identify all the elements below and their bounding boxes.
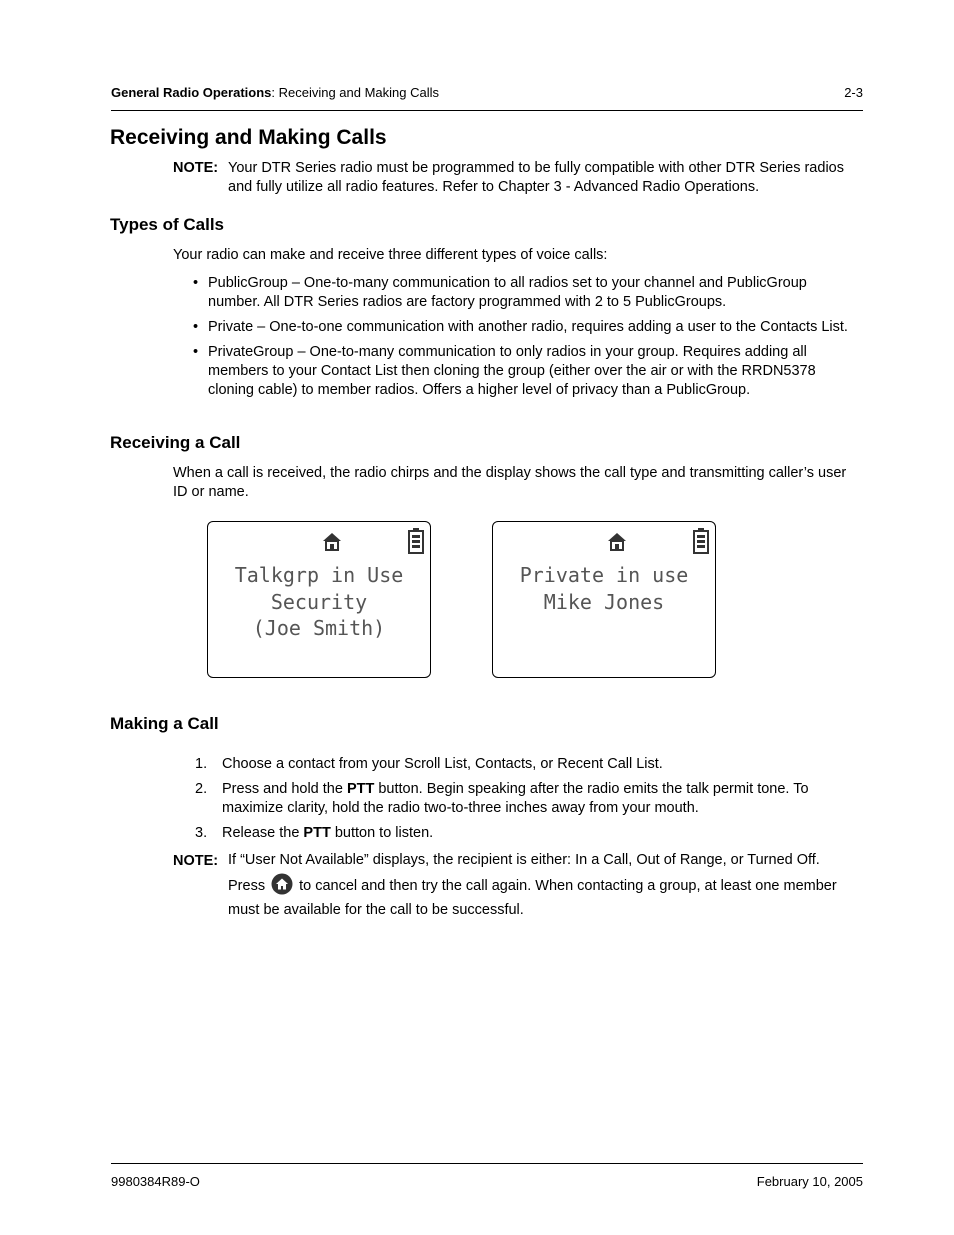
home-icon (606, 531, 628, 553)
heading-receiving-a-call: Receiving a Call (110, 433, 241, 452)
display-text (208, 562, 430, 642)
page-number: 2-3 (844, 85, 863, 100)
list-item (193, 824, 863, 843)
call-types-list (193, 274, 863, 406)
step-number: 1. (195, 756, 208, 772)
display-line: Mike Jones (543, 589, 665, 614)
list-item (193, 755, 863, 774)
making-call-steps (193, 755, 863, 849)
step-text: button to listen. (330, 825, 434, 841)
step-text: Release the (222, 825, 304, 841)
display-text (493, 562, 715, 615)
list-item: • PublicGroup – One-to-many communication to all radios set to your channel and PublicGroup number. All DTR Series radios are factory programmed with 2 to 5 PublicGroups. (193, 275, 807, 310)
types-intro: Your radio can make and receive three different types of voice calls: (173, 247, 608, 263)
header-section: General Radio Operations (111, 85, 272, 100)
page-title: Receiving and Making Calls (110, 126, 387, 149)
note-text: Your DTR Series radio must be programmed to be fully compatible with other DTR Series radios and fully utilize all radio features. Refer to Chapter 3 - Advanced Radio Operations. (228, 160, 844, 195)
radio-display-private (492, 521, 716, 678)
list-item (193, 780, 863, 818)
step-text: Choose a contact from your Scroll List, Contacts, or Recent Call List. (222, 756, 663, 772)
receiving-text: When a call is received, the radio chirps and the display shows the call type and transmitting caller’s user ID or name. (173, 465, 847, 500)
list-item-text: PrivateGroup – One-to-many communication to only radios in your group. Requires adding all members to your Contact List then cloning the group (either over the air or with the RRDN5378 cloning cable) to member radios. Offers a higher level of privacy than a PublicGroup. (208, 344, 816, 398)
battery-icon (408, 528, 424, 554)
ptt-button-ref: PTT (303, 825, 331, 841)
header-rule (111, 110, 863, 111)
display-line: Security (270, 589, 368, 614)
note-label: NOTE: (173, 160, 219, 176)
running-header (111, 85, 863, 100)
list-item-text: PublicGroup – One-to-many communication to all radios set to your channel and PublicGroup number. All DTR Series radios are factory programmed with 2 to 5 PublicGroups. (208, 275, 807, 310)
press-word: Press (228, 878, 266, 894)
ptt-button-ref: PTT (346, 781, 375, 797)
note-user-not-available (173, 851, 863, 922)
home-icon (321, 531, 343, 553)
footer-rule (111, 1163, 863, 1164)
list-item: • PrivateGroup – One-to-many communication to only radios in your group. Requires adding all members to your Contact List then cloning the group (either over the air or with the RRDN5378 cloning cable) to member radios. Offers a higher level of privacy than a PublicGroup. (193, 344, 816, 398)
step-number: 3. (195, 825, 208, 841)
step-number: 2. (195, 781, 208, 797)
battery-icon (693, 528, 709, 554)
header-subsection: : Receiving and Making Calls (271, 85, 440, 100)
note-text: If “User Not Available” displays, the recipient is either: In a Call, Out of Range, or Turned Off. (228, 852, 820, 868)
doc-date: February 10, 2005 (756, 1174, 863, 1189)
step-text: button. Begin speaking after the radio emits the talk permit tone. To maximize clarity, hold the radio two-to-three inches away from your mouth. (222, 781, 809, 816)
radio-display-talkgroup (207, 521, 431, 678)
note-rest-text: to cancel and then try the call again. When contacting a group, at least one member must be available for the call to be successful. (228, 878, 837, 918)
display-line: (Joe Smith) (252, 616, 386, 640)
note-compatibility (173, 159, 863, 197)
home-button-icon (271, 873, 293, 895)
step-text: Press and hold the (222, 781, 347, 797)
heading-types-of-calls: Types of Calls (110, 215, 224, 234)
list-item: • Private – One-to-one communication with another radio, requires adding a user to the Contacts List. (193, 319, 848, 335)
list-item-text: Private – One-to-one communication with another radio, requires adding a user to the Contacts List. (208, 319, 848, 335)
heading-making-a-call: Making a Call (110, 714, 219, 733)
doc-number: 9980384R89-O (111, 1174, 200, 1189)
running-footer (111, 1174, 863, 1189)
display-line: Private in use (519, 563, 689, 587)
note-label: NOTE: (173, 853, 219, 869)
display-line: Talkgrp in Use (234, 563, 404, 587)
note-press-text (228, 874, 863, 922)
